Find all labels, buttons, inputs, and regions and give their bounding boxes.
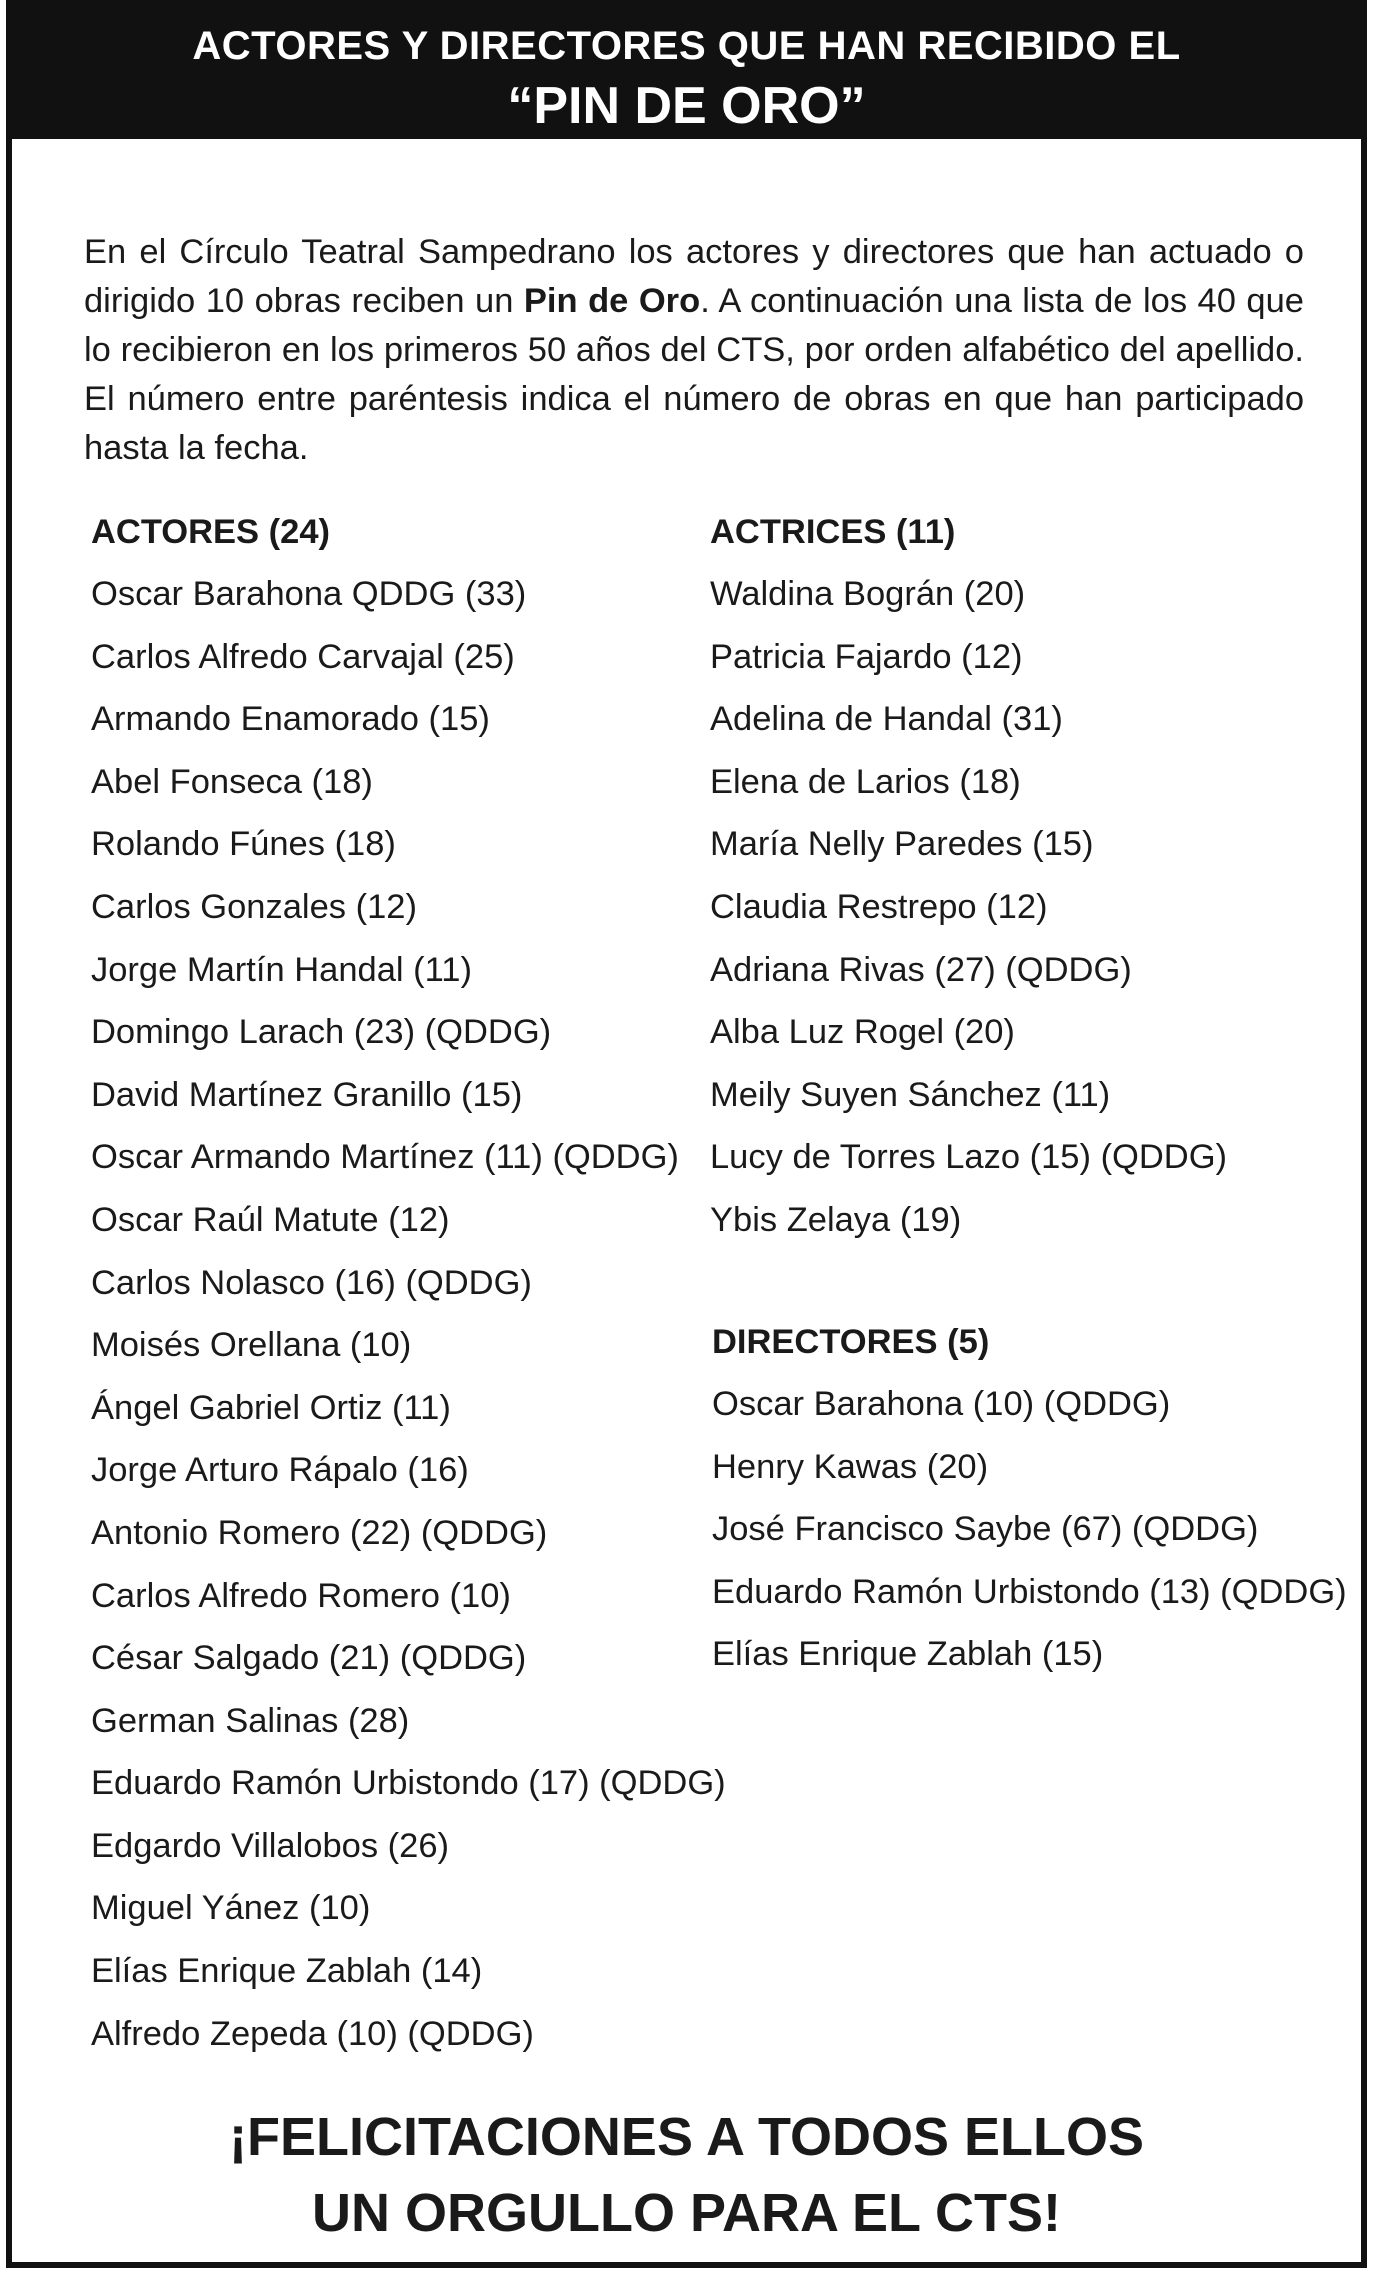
actrices-list-item: Lucy de Torres Lazo (15) (QDDG) [710, 1138, 1228, 1177]
actrices-list-item: Meily Suyen Sánchez (11) [710, 1075, 1111, 1114]
actores-list-item: Eduardo Ramón Urbistondo (17) (QDDG) [91, 1764, 726, 1803]
footer-line-2: UN ORGULLO PARA EL CTS! [312, 2183, 1061, 2243]
actrices-list [710, 501, 1227, 1252]
actores-list-item: Jorge Arturo Rápalo (16) [91, 1451, 469, 1490]
actores-list-item: Elías Enrique Zablah (14) [91, 1952, 483, 1991]
directores-list-item: Oscar Barahona (10) (QDDG) [712, 1385, 1171, 1423]
actrices-list-item: Elena de Larios (18) [710, 762, 1021, 801]
actrices-list-item: Adelina de Handal (31) [710, 700, 1063, 739]
intro-text-end: . A continuación una lista de los 40 que lo recibieron en los primeros 50 años del CTS, por orden alfabético del apellido. El número entre paréntesis indica el número de obras en que han participado hasta la fecha. [84, 282, 1304, 467]
directores-heading: DIRECTORES (5) [712, 1323, 990, 1361]
actores-list-item: Domingo Larach (23) (QDDG) [91, 1013, 552, 1052]
intro-paragraph [84, 228, 1304, 473]
actores-list-item: Oscar Raúl Matute (12) [91, 1200, 450, 1239]
actores-list-item: Moisés Orellana (10) [91, 1326, 412, 1365]
title-line-1: ACTORES Y DIRECTORES QUE HAN RECIBIDO EL [192, 24, 1181, 68]
title-banner [12, 6, 1361, 139]
directores-list-item: Elías Enrique Zablah (15) [712, 1635, 1104, 1674]
actores-list-item: Carlos Nolasco (16) (QDDG) [91, 1263, 532, 1302]
actores-list-item: Antonio Romero (22) (QDDG) [91, 1513, 548, 1552]
intro-bold-text: Pin de Oro [523, 282, 701, 320]
actores-list-item: Rolando Fúnes (18) [91, 825, 396, 864]
actores-list-item: Jorge Martín Handal (11) [91, 950, 472, 989]
actrices-list-item: Alba Luz Rogel (20) [710, 1013, 1015, 1052]
actores-list-item: Abel Fonseca (18) [91, 762, 373, 801]
actrices-heading: ACTRICES (11) [710, 513, 956, 551]
actrices-list-item: Adriana Rivas (27) (QDDG) [710, 950, 1132, 989]
actores-list-item: Carlos Gonzales (12) [91, 887, 417, 926]
actores-list-item: César Salgado (21) (QDDG) [91, 1639, 527, 1678]
actores-list-item: Miguel Yánez (10) [91, 1889, 371, 1928]
actores-list-item: Alfredo Zepeda (10) (QDDG) [91, 2014, 534, 2053]
actrices-list-item: Waldina Bográn (20) [710, 575, 1026, 613]
actores-list-item: Oscar Armando Martínez (11) (QDDG) [91, 1138, 679, 1177]
directores-list [712, 1311, 1347, 1686]
actrices-list-item: Patricia Fajardo (12) [710, 637, 1023, 676]
directores-list-item: Henry Kawas (20) [712, 1447, 989, 1486]
actores-list-item: Carlos Alfredo Carvajal (25) [91, 637, 515, 676]
actrices-list-item: Ybis Zelaya (19) [710, 1200, 962, 1239]
directores-list-item: José Francisco Saybe (67) (QDDG) [712, 1510, 1259, 1549]
actores-heading: ACTORES (24) [91, 513, 330, 551]
intro-text-start: En el Círculo Teatral Sampedrano los actores y directores que han actuado o dirigido 10 obras reciben un [84, 233, 1304, 320]
document-frame [6, 0, 1367, 2268]
actores-list-item: Oscar Barahona QDDG (33) [91, 575, 527, 613]
actores-list-item: Edgardo Villalobos (26) [91, 1826, 450, 1865]
actores-list-item: Armando Enamorado (15) [91, 700, 490, 739]
footer-line-1: ¡FELICITACIONES A TODOS ELLOS [228, 2107, 1145, 2167]
title-line-2: “PIN DE ORO” [507, 77, 866, 135]
actores-list-item: Carlos Alfredo Romero (10) [91, 1576, 511, 1615]
actrices-list-item: María Nelly Paredes (15) [710, 825, 1094, 864]
actores-list-item: David Martínez Granillo (15) [91, 1075, 523, 1114]
actores-list [91, 501, 726, 2065]
actores-list-item: German Salinas (28) [91, 1701, 410, 1740]
directores-list-item: Eduardo Ramón Urbistondo (13) (QDDG) [712, 1572, 1347, 1611]
actrices-list-item: Claudia Restrepo (12) [710, 887, 1048, 926]
actores-list-item: Ángel Gabriel Ortiz (11) [91, 1388, 451, 1427]
